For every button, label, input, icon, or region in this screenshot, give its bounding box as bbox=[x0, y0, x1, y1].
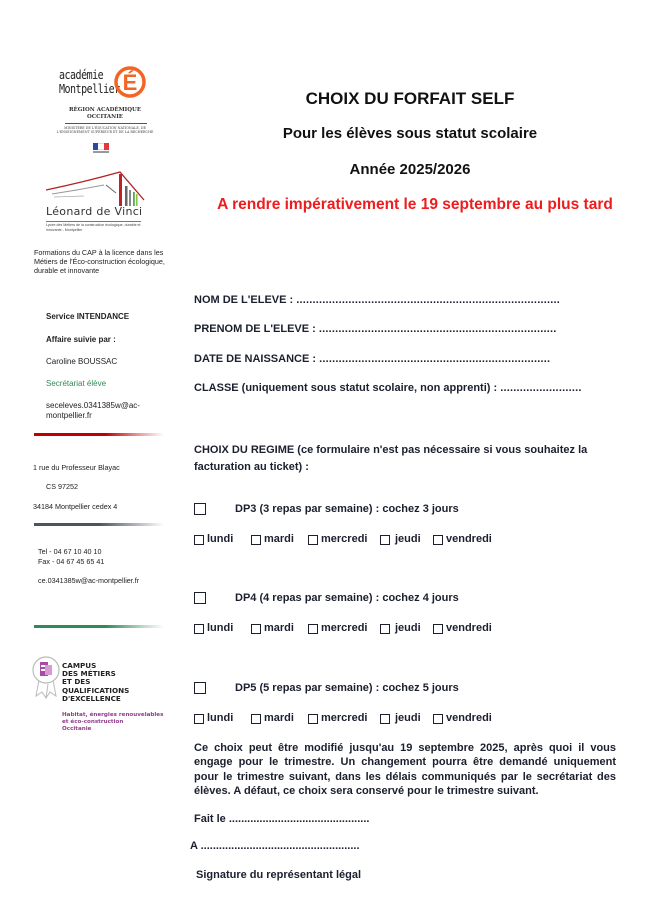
contact-role: Secrétariat élève bbox=[46, 379, 107, 388]
deadline-notice: A rendre impérativement le 19 septembre au plus tard bbox=[217, 196, 613, 213]
day-label: jeudi bbox=[395, 622, 421, 634]
dp5-day-vendredi[interactable] bbox=[433, 712, 492, 725]
day-checkbox[interactable] bbox=[194, 535, 204, 545]
day-label: mercredi bbox=[321, 622, 368, 634]
ministere-label: MINISTÈRE DE L'ÉDUCATION NATIONALE, DE L'ENSEIGNEMENT SUPÉRIEUR ET DE LA RECHERCHE bbox=[56, 126, 154, 134]
regime-intro: CHOIX DU REGIME (ce formulaire n'est pas nécessaire si vous souhaitez la facturation au ticket) : bbox=[194, 444, 588, 473]
field-prenom[interactable] bbox=[194, 323, 557, 335]
day-label: lundi bbox=[207, 533, 234, 545]
phone-tel: Tel - 04 67 10 40 10 bbox=[38, 547, 102, 556]
signature-label: Signature du représentant légal bbox=[196, 869, 362, 881]
field-classe[interactable] bbox=[194, 382, 582, 394]
field-date-naissance[interactable] bbox=[194, 353, 550, 365]
campus-subtitle bbox=[62, 712, 163, 733]
dp5-day-jeudi[interactable] bbox=[380, 712, 421, 725]
region-rule-divider bbox=[65, 123, 147, 124]
affaire-label: Affaire suivie par : bbox=[46, 335, 116, 344]
form-subtitle: Pour les élèves sous statut scolaire bbox=[282, 125, 538, 142]
red-divider bbox=[34, 433, 164, 436]
school-subtitle: Lycée des Métiers de la construction écologique, durable et innovante - Montpellier bbox=[46, 223, 141, 232]
field-nom[interactable] bbox=[194, 294, 560, 306]
plan-dp3-label: DP3 (3 repas par semaine) : cochez 3 jours bbox=[235, 503, 459, 515]
day-label: lundi bbox=[207, 712, 234, 724]
field-nom-label: NOM DE L'ELEVE : bbox=[194, 294, 297, 306]
form-title: CHOIX DU FORFAIT SELF bbox=[305, 89, 515, 108]
plan-dp3-checkbox[interactable] bbox=[194, 503, 206, 515]
campus-title-line: QUALIFICATIONS bbox=[62, 685, 130, 695]
contact-name: Caroline BOUSSAC bbox=[46, 357, 118, 366]
field-classe-input[interactable]: ......................... bbox=[500, 382, 582, 394]
day-label: mardi bbox=[264, 622, 294, 634]
academie-montpellier-logo bbox=[55, 55, 155, 155]
academie-logo-line2: Montpellier bbox=[59, 82, 120, 97]
lieu-field[interactable]: A .................................................... bbox=[190, 840, 360, 852]
campus-title-line: DES MÉTIERS bbox=[62, 669, 116, 679]
day-label: vendredi bbox=[446, 712, 492, 724]
dp5-day-lundi[interactable] bbox=[194, 712, 233, 725]
campus-title-line: D'EXCELLENCE bbox=[62, 693, 121, 703]
dp3-day-mardi[interactable] bbox=[251, 533, 294, 546]
dp3-day-jeudi[interactable] bbox=[380, 533, 421, 546]
plan-dp4-checkbox[interactable] bbox=[194, 592, 206, 604]
address-city: 34184 Montpellier cedex 4 bbox=[33, 502, 118, 511]
school-year: Année 2025/2026 bbox=[349, 161, 471, 178]
campus-excellence-logo bbox=[30, 650, 175, 740]
school-name: Léonard de Vinci bbox=[46, 205, 143, 218]
plan-dp5-checkbox[interactable] bbox=[194, 682, 206, 694]
dp4-day-mercredi[interactable] bbox=[308, 622, 367, 635]
phone-fax: Fax - 04 67 45 65 41 bbox=[38, 557, 105, 566]
service-label: Service INTENDANCE bbox=[46, 312, 130, 321]
fait-le-field[interactable]: Fait le .............................................. bbox=[194, 813, 370, 825]
dp3-day-vendredi[interactable] bbox=[433, 533, 492, 546]
leonard-de-vinci-logo bbox=[44, 168, 154, 238]
dp4-day-jeudi[interactable] bbox=[380, 622, 421, 635]
dp5-day-mercredi[interactable] bbox=[308, 712, 367, 725]
field-classe-label: CLASSE (uniquement sous statut scolaire, non apprenti) : bbox=[194, 382, 501, 394]
sidebar bbox=[0, 0, 190, 924]
field-date-naissance-label: DATE DE NAISSANCE : bbox=[194, 353, 320, 365]
field-prenom-label: PRENOM DE L'ELEVE : bbox=[194, 323, 319, 335]
field-nom-input[interactable]: ................................................................................. bbox=[296, 294, 560, 306]
academie-logo-line1: académie bbox=[59, 69, 104, 83]
day-label: vendredi bbox=[446, 533, 492, 545]
form-main bbox=[190, 0, 658, 924]
establishment-email-link[interactable]: ce.0341385w@ac-montpellier.fr bbox=[38, 576, 140, 585]
day-checkbox[interactable] bbox=[251, 624, 261, 634]
day-checkbox[interactable] bbox=[308, 624, 318, 634]
field-date-naissance-input[interactable]: ....................................................................... bbox=[319, 353, 551, 365]
day-checkbox[interactable] bbox=[308, 714, 318, 724]
day-checkbox[interactable] bbox=[251, 714, 261, 724]
flag-caption bbox=[93, 151, 109, 153]
dp3-day-lundi[interactable] bbox=[194, 533, 233, 546]
day-checkbox[interactable] bbox=[433, 714, 443, 724]
day-checkbox[interactable] bbox=[433, 535, 443, 545]
ldv-building-icon bbox=[44, 168, 154, 206]
field-prenom-input[interactable]: ......................................................................... bbox=[318, 323, 557, 335]
region-academique-label: RÉGION ACADÉMIQUE OCCITANIE bbox=[68, 107, 142, 120]
modification-notice: Ce choix peut être modifié jusqu'au 19 septembre 2025, après quoi il vous engage pour le trimestre. Un changement pourra être demandé uniquement pour le trimestre suivant, dans les délais communiqués par le secrétariat des élèves. A défaut, ce choix sera conservé pour le trimestre suivant. bbox=[194, 742, 616, 797]
plan-dp4-label: DP4 (4 repas par semaine) : cochez 4 jours bbox=[235, 592, 459, 604]
address-street: 1 rue du Professeur Blayac bbox=[33, 463, 120, 472]
academie-e-icon bbox=[111, 61, 149, 99]
day-checkbox[interactable] bbox=[194, 624, 204, 634]
day-checkbox[interactable] bbox=[194, 714, 204, 724]
dp4-day-mardi[interactable] bbox=[251, 622, 294, 635]
day-label: lundi bbox=[207, 622, 234, 634]
dp4-day-vendredi[interactable] bbox=[433, 622, 492, 635]
day-label: mardi bbox=[264, 533, 294, 545]
day-checkbox[interactable] bbox=[380, 624, 390, 634]
day-checkbox[interactable] bbox=[251, 535, 261, 545]
day-label: vendredi bbox=[446, 622, 492, 634]
campus-subtitle-line: Habitat, énergies renouvelables bbox=[62, 712, 164, 718]
campus-title bbox=[62, 662, 129, 703]
campus-badge-icon bbox=[32, 654, 60, 700]
day-checkbox[interactable] bbox=[380, 535, 390, 545]
green-divider bbox=[34, 625, 164, 628]
academie-e-letter: É bbox=[122, 70, 138, 95]
dp5-day-mardi[interactable] bbox=[251, 712, 294, 725]
contact-email-link[interactable]: seceleves.0341385w@ac-montpellier.fr bbox=[46, 401, 140, 420]
day-label: jeudi bbox=[395, 712, 421, 724]
french-flag-icon bbox=[93, 143, 109, 150]
gray-divider bbox=[34, 523, 164, 526]
day-label: jeudi bbox=[395, 533, 421, 545]
campus-title-line: ET DES bbox=[62, 677, 91, 687]
day-label: mercredi bbox=[321, 712, 368, 724]
day-checkbox[interactable] bbox=[380, 714, 390, 724]
day-label: mercredi bbox=[321, 533, 368, 545]
formations-text: Formations du CAP à la licence dans les Métiers de l'Éco-construction écologique, durable et innovante bbox=[34, 248, 165, 275]
dp4-day-lundi[interactable] bbox=[194, 622, 233, 635]
campus-subtitle-line: et éco-construction bbox=[62, 719, 124, 725]
campus-subtitle-line: Occitanie bbox=[62, 726, 92, 732]
dp3-day-mercredi[interactable] bbox=[308, 533, 367, 546]
day-checkbox[interactable] bbox=[433, 624, 443, 634]
day-label: mardi bbox=[264, 712, 294, 724]
address-cs: CS 97252 bbox=[46, 482, 78, 491]
school-logo-rule bbox=[46, 221, 141, 222]
plan-dp5-label: DP5 (5 repas par semaine) : cochez 5 jours bbox=[235, 682, 459, 694]
campus-title-line: CAMPUS bbox=[62, 661, 97, 670]
day-checkbox[interactable] bbox=[308, 535, 318, 545]
